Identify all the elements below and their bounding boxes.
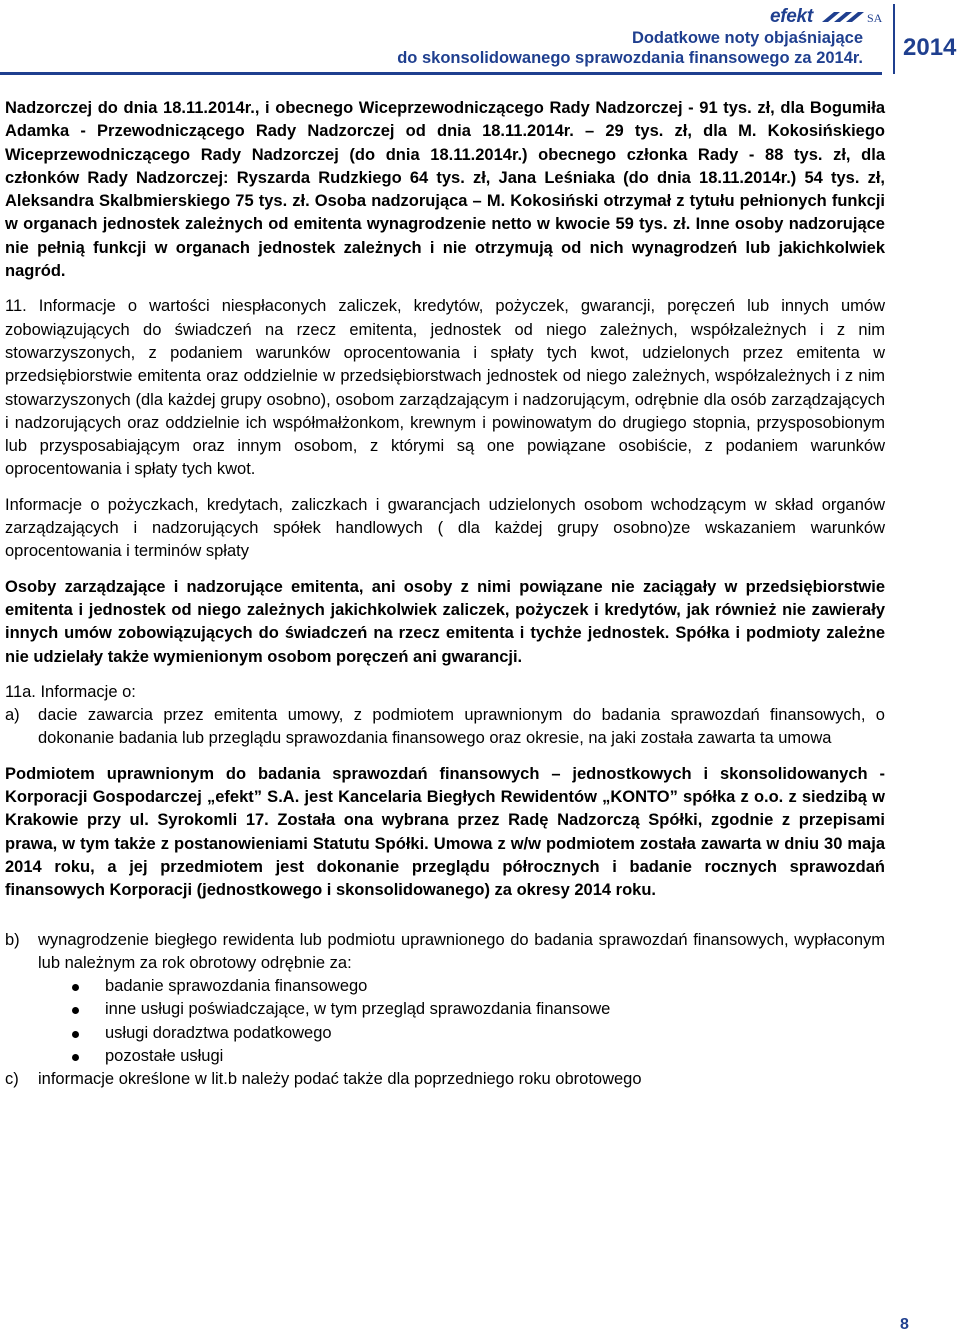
- logo-text: efekt: [770, 6, 813, 27]
- paragraph-remuneration: Nadzorczej do dnia 18.11.2014r., i obecnego Wiceprzewodniczącego Rady Nadzorczej - 91 tys. zł, dla Bogumiła Adamka - Przewodniczącego Rady Nadzorczej od dnia 18.11.2014r. – 29 tys. zł, dla M. Kokosińskiego Wiceprzewodniczącego Rady Nadzorczej (do dnia 18.11.2014r.) obecnego członka Rady - 88 tys. zł, dla członków Rady Nadzorczej: Ryszarda Rudzkiego 64 tys. zł, Jana Leśniaka (do dnia 18.11.2014r.) 54 tys. zł, Aleksandra Skalbmierskiego 75 tys. zł. Osoba nadzorująca – M. Kokosiński otrzymał z tytułu pełnionych funkcji w organach jednostek zależnych od emitenta wynagrodzenie netto w kwocie 59 tys. zł. Inne osoby nadzorujące nie pełnią funkcji w organach jednostek zależnych i nie otrzymują od nich wynagrodzeń lub jakichkolwiek nagród.: [5, 99, 885, 281]
- header-year: 2014: [903, 34, 957, 61]
- bullet-icon: [72, 984, 79, 991]
- list-item-b-label: b): [5, 930, 20, 949]
- bullet-item: [5, 1045, 885, 1068]
- bullet-item: [5, 1022, 885, 1045]
- list-item-a: [5, 704, 885, 751]
- list-item-a-label: a): [5, 706, 20, 725]
- list-item-c: [5, 1068, 885, 1091]
- paragraph-auditor: Podmiotem uprawnionym do badania sprawozdań finansowych – jednostkowych i skonsolidowanych - Korporacji Gospodarczej „efekt” S.A. jest Kancelaria Biegłych Rewidentów „KONTO” spółka z o.o. z siedzibą w Krakowie przy ul. Syrokomli 17. Została ona wybrana przez Radę Nadzorczą Spółki, zgodnie z przepisami prawa, w tym także z postanowieniami Statutu Spółki. Umowa z w/w podmiotem została zawarta w dniu 30 maja 2014 roku, a jej przedmiotem jest dokonanie przeglądu półrocznych i badanie rocznych sprawozdań finansowych Korporacji (jednostkowego i skonsolidowanego) za okresy 2014 roku.: [5, 764, 885, 900]
- bullet-text: usługi doradztwa podatkowego: [105, 1023, 332, 1042]
- header-rule: [0, 72, 882, 75]
- document-body: [5, 97, 885, 1092]
- bullet-icon: [72, 1031, 79, 1038]
- logo-suffix: SA: [867, 11, 883, 25]
- paragraph-loans-info: Informacje o pożyczkach, kredytach, zaliczkach i gwarancjach udzielonych osobom wchodzącym w skład organów zarządzających i nadzorujących spółek handlowych ( dla każdej grupy osobno)ze wskazaniem warunków oprocentowania i terminów spłaty: [5, 495, 885, 561]
- logo-swoosh-icon: [820, 10, 866, 24]
- bullet-icon: [72, 1007, 79, 1014]
- bullet-item: [5, 998, 885, 1021]
- bullet-item: [5, 975, 885, 998]
- list-item-c-text: informacje określone w lit.b należy podać także dla poprzedniego roku obrotowego: [38, 1070, 642, 1089]
- header-divider-vertical: [893, 4, 895, 74]
- header-title: [397, 28, 863, 68]
- header-title-line2: do skonsolidowanego sprawozdania finansowego za 2014r.: [397, 49, 863, 67]
- bullet-icon: [72, 1054, 79, 1061]
- list-item-c-label: c): [5, 1070, 19, 1089]
- bullet-text: inne usługi poświadczające, w tym przegląd sprawozdania finansowe: [105, 1000, 611, 1019]
- list-item-b-text: wynagrodzenie biegłego rewidenta lub podmiotu uprawnionego do badania sprawozdań finansowych, wypłaconym lub należnym za rok obrotowy odrębnie za:: [38, 930, 885, 972]
- list-item-a-text: dacie zawarcia przez emitenta umowy, z podmiotem uprawnionym do badania sprawozdań finansowych, o dokonanie badania lub przeglądu sprawozdania finansowego oraz okresie, na jaki została zawarta ta umowa: [38, 706, 885, 748]
- page-number: 8: [900, 1316, 909, 1333]
- paragraph-no-loans: Osoby zarządzające i nadzorujące emitenta, ani osoby z nimi powiązane nie zaciągały w przedsiębiorstwie emitenta i jednostek od niego zależnych jakichkolwiek zaliczek, pożyczek i kredytów, jak również nie zawierały innych umów zobowiązujących do świadczeń na rzecz emitenta i tychże jednostek. Spółka i podmioty zależne nie udzielały także wymienionym osobom poręczeń ani gwarancji.: [5, 577, 885, 666]
- bullet-text: pozostałe usługi: [105, 1046, 224, 1065]
- header-title-line1: Dodatkowe noty objaśniające: [631, 29, 863, 47]
- list-item-b: [5, 929, 885, 976]
- page-header: [0, 0, 960, 78]
- bullet-text: badanie sprawozdania finansowego: [105, 977, 368, 996]
- fee-bullet-list: [5, 975, 885, 1068]
- paragraph-section-11a: 11a. Informacje o:: [5, 682, 136, 701]
- paragraph-section-11: 11. Informacje o wartości niespłaconych zaliczek, kredytów, pożyczek, gwarancji, poręczeń lub innych umów zobowiązujących do świadczeń na rzecz emitenta, jednostek od niego zależnych, współzależnych i z nim stowarzyszonych, z podaniem warunków oprocentowania i spłaty tych kwot, udzielonych przez emitenta w przedsiębiorstwie emitenta oraz oddzielnie w przedsiębiorstwach jednostek od niego zależnych, współzależnych i z nim stowarzyszonych (dla każdej grupy osobno), osobom zarządzającym i nadzorującym, odrębnie dla osób zarządzających i nadzorujących oraz oddzielnie ich współmałżonkom, krewnym i powinowatym do drugiego stopnia, przysposobionym lub przysposabiającym oraz innym osobom, z którymi są one powiązane osobiście, z podaniem warunków oprocentowania i spłaty tych kwot.: [5, 297, 885, 479]
